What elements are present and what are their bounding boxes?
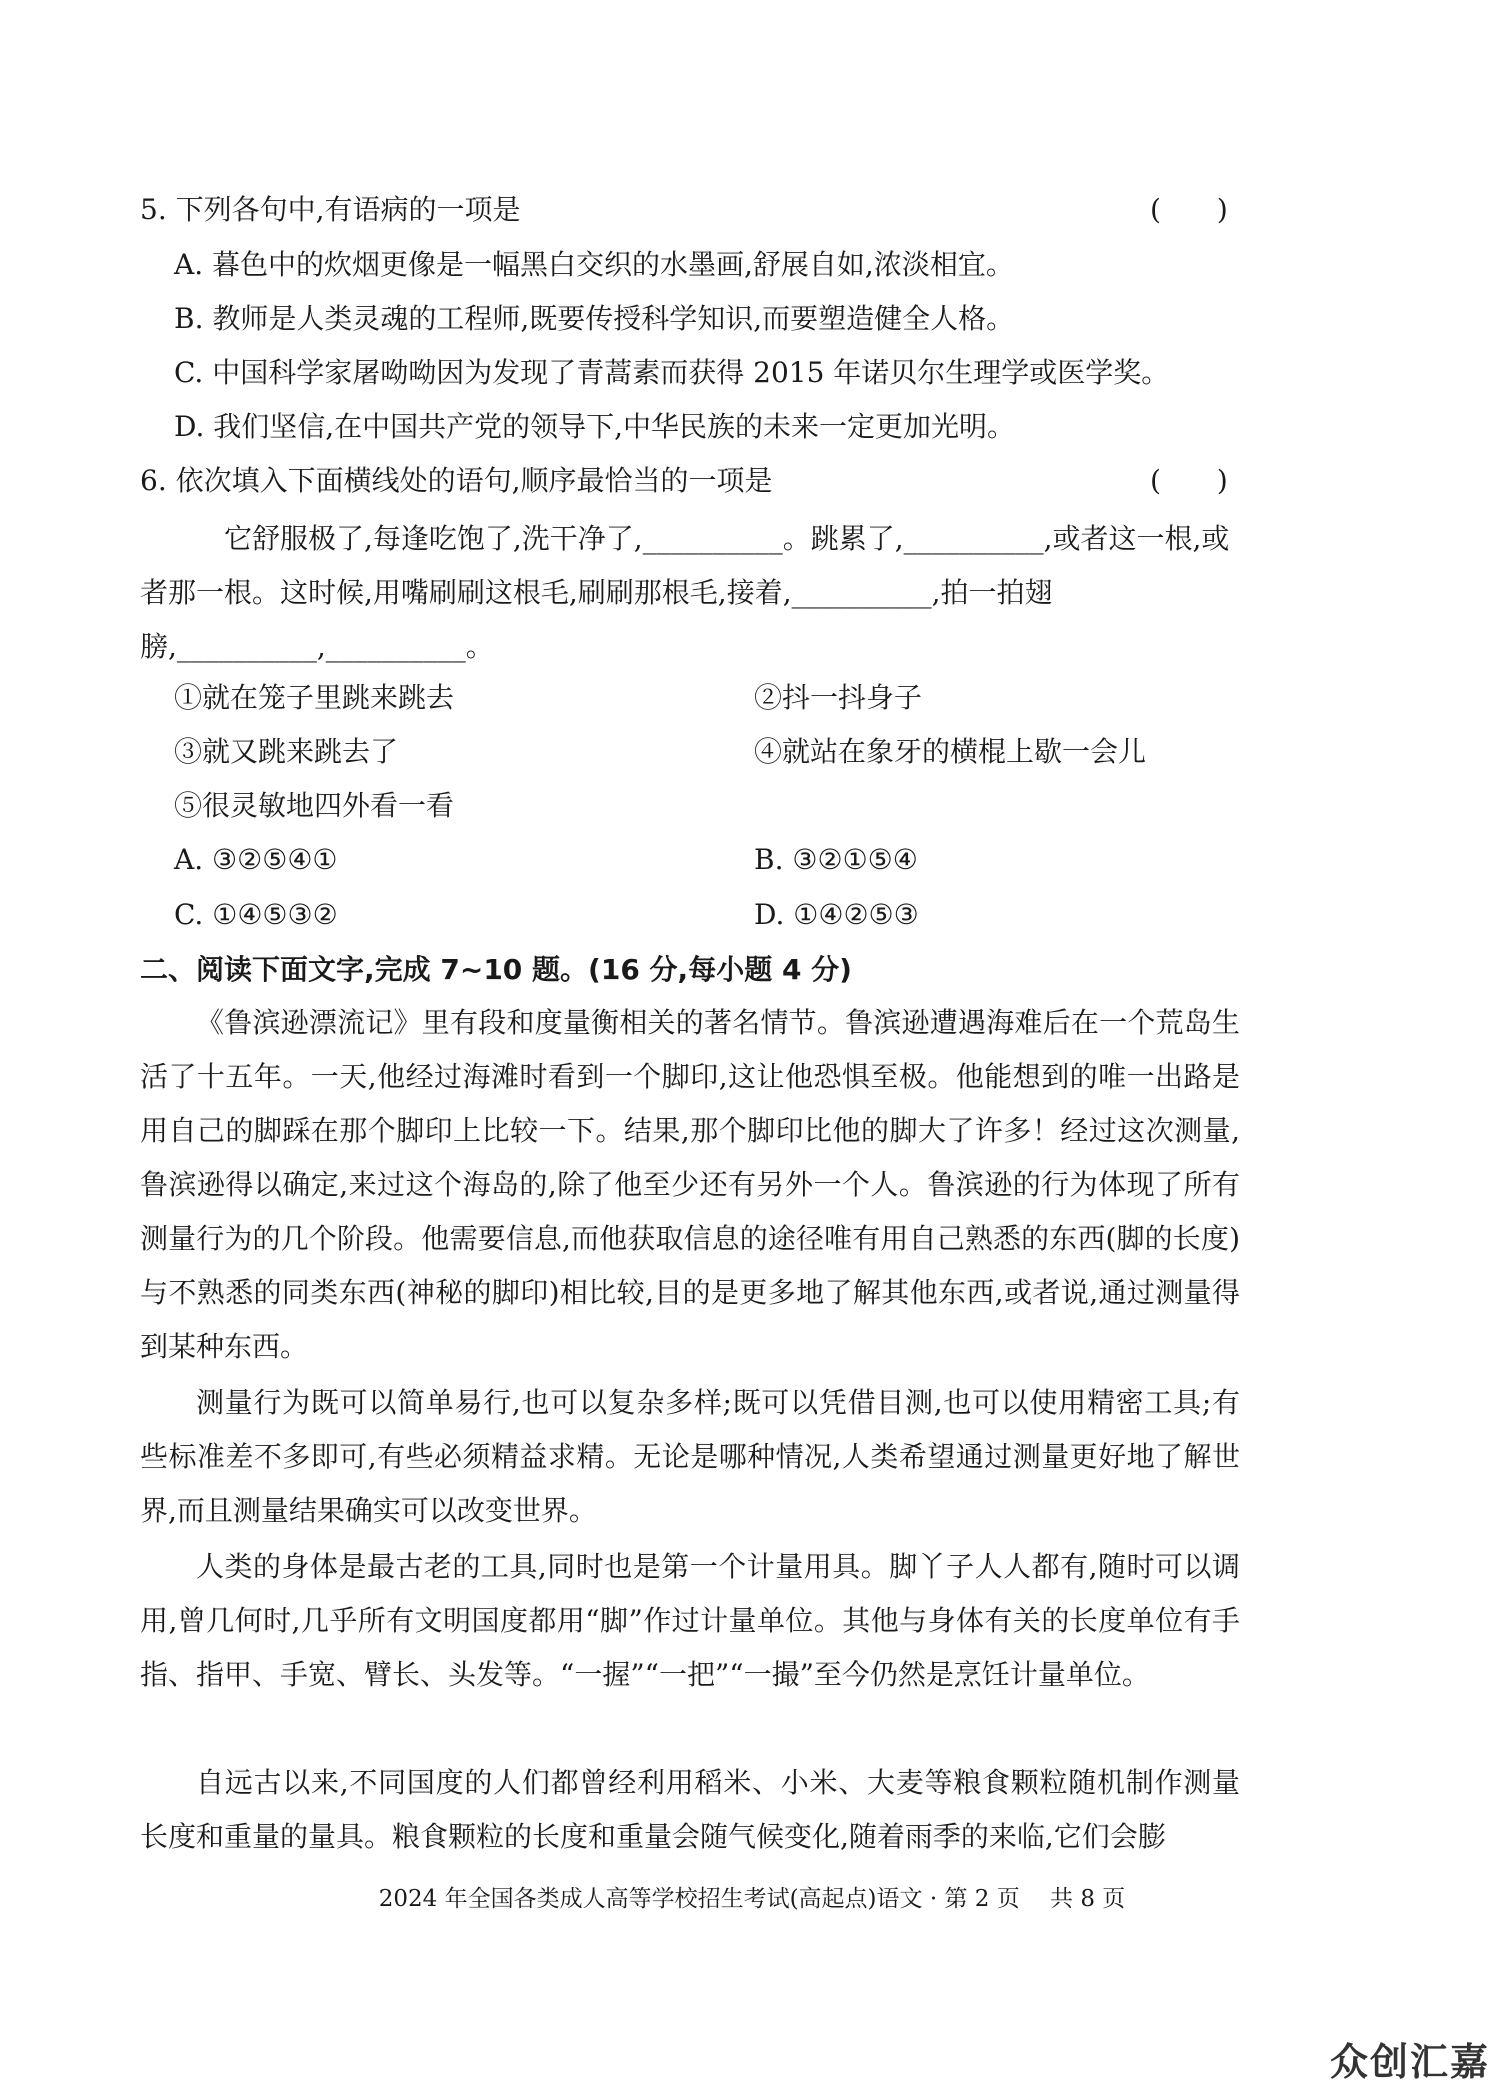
q6-option-a: A. ③②⑤④① — [174, 843, 338, 876]
q6-option-c: C. ①④⑤③② — [174, 898, 338, 931]
q5-stem: 5. 下列各句中,有语病的一项是 — [140, 193, 521, 226]
q6-option-d: D. ①④②⑤③ — [754, 898, 919, 931]
passage-paragraph-4: 自远古以来,不同国度的人们都曾经利用稻米、小米、大麦等粮食颗粒随机制作测量长度和重量的量具。粮食颗粒的长度和重量会随气候变化,随着雨季的来临,它们会膨 — [140, 1766, 1240, 1853]
passage-paragraph-2: 测量行为既可以简单易行,也可以复杂多样;既可以凭借目测,也可以使用精密工具;有些标准差不多即可,有些必须精益求精。无论是哪种情况,人类希望通过测量更好地了解世界,而且测量结果确实可以改变世界。 — [140, 1386, 1240, 1527]
q5-option-c: C. 中国科学家屠呦呦因为发现了青蒿素而获得 2015 年诺贝尔生理学或医学奖。 — [174, 356, 1170, 389]
passage-paragraph-1: 《鲁滨逊漂流记》里有段和度量衡相关的著名情节。鲁滨逊遭遇海难后在一个荒岛生活了十五年。一天,他经过海滩时看到一个脚印,这让他恐惧至极。他能想到的唯一出路是用自己的脚踩在那个脚印上比较一下。结果,那个脚印比他的脚大了许多！经过这次测量,鲁滨逊得以确定,来过这个海岛的,除了他至少还有另外一个人。鲁滨逊的行为体现了所有测量行为的几个阶段。他需要信息,而他获取信息的途径唯有用自己熟悉的东西(脚的长度)与不熟悉的同类东西(神秘的脚印)相比较,目的是更多地了解其他东西,或者说,通过测量得到某种东西。 — [140, 1006, 1240, 1363]
q6-item-4: ④就站在象牙的横棍上歇一会儿 — [754, 735, 1147, 768]
q6-option-b: B. ③②①⑤④ — [754, 843, 918, 876]
q6-item-2: ②抖一抖身子 — [754, 681, 923, 714]
watermark-logo: 众创汇嘉 — [1329, 2040, 1490, 2084]
q5-option-d: D. 我们坚信,在中国共产党的领导下,中华民族的未来一定更加光明。 — [174, 410, 1016, 443]
section2-heading: 二、阅读下面文字,完成 7~10 题。(16 分,每小题 4 分) — [140, 953, 852, 986]
q6-passage: 它舒服极了,每逢吃饱了,洗干净了,__________。跳累了,__________,或者这一根,或者那一根。这时候,用嘴刷刷这根毛,刷刷那根毛,接着,__________,拍一拍翅膀,__________,__________。 — [140, 522, 1230, 663]
q6-item-5: ⑤很灵敏地四外看一看 — [174, 789, 455, 822]
q6-item-3: ③就又跳来跳去了 — [174, 735, 399, 768]
q6-stem: 6. 依次填入下面横线处的语句,顺序最恰当的一项是 — [140, 464, 773, 497]
q6-item-1: ①就在笼子里跳来跳去 — [174, 681, 455, 714]
page-footer: 2024 年全国各类成人高等学校招生考试(高起点)语文 · 第 2 页 共 8 页 — [378, 1886, 1126, 1912]
q6-answer-paren: ( ) — [1150, 464, 1228, 497]
passage-paragraph-3: 人类的身体是最古老的工具,同时也是第一个计量用具。脚丫子人人都有,随时可以调用,曾几何时,几乎所有文明国度都用“脚”作过计量单位。其他与身体有关的长度单位有手指、指甲、手宽、臂长、头发等。“一握”“一把”“一撮”至今仍然是烹饪计量单位。 — [140, 1550, 1240, 1691]
q5-option-a: A. 暮色中的炊烟更像是一幅黑白交织的水墨画,舒展自如,浓淡相宜。 — [174, 248, 1014, 281]
q5-option-b: B. 教师是人类灵魂的工程师,既要传授科学知识,而要塑造健全人格。 — [174, 302, 1015, 335]
q5-answer-paren: ( ) — [1150, 193, 1228, 226]
